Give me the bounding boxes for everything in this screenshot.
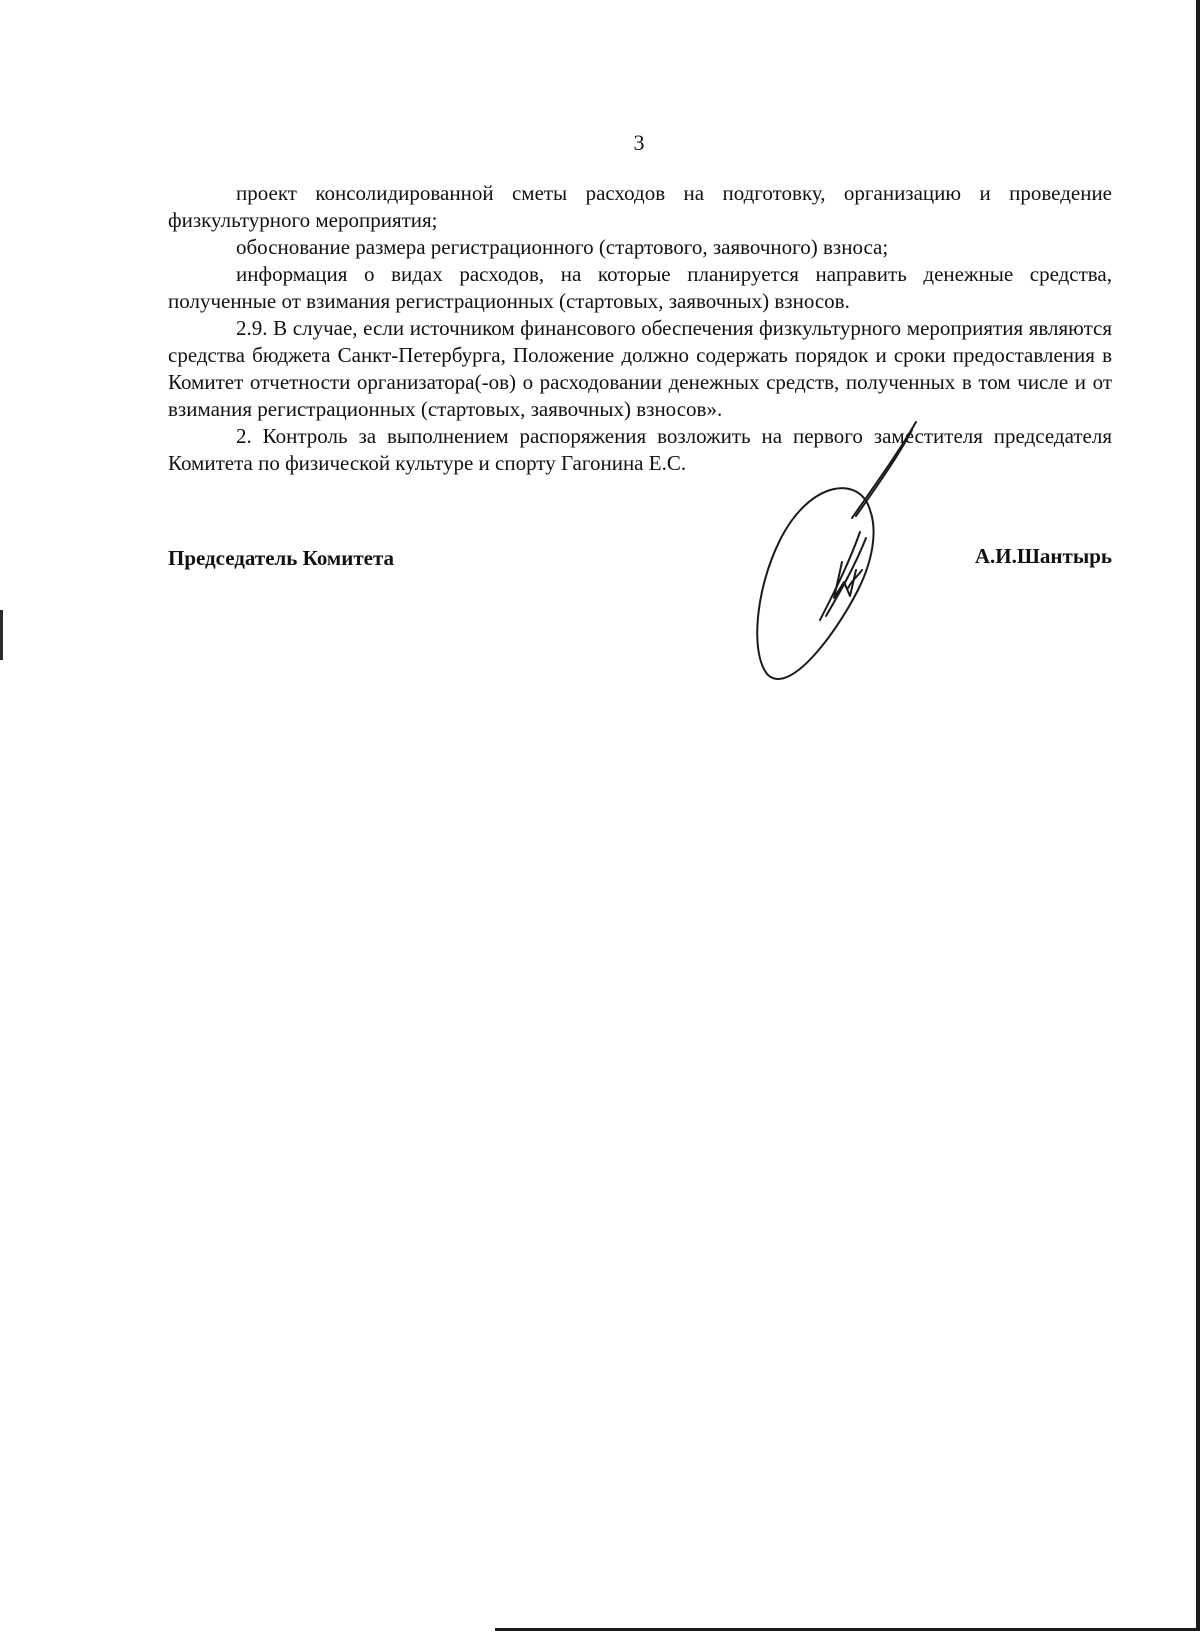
paragraph: информация о видах расходов, на которые планируется направить денежные средства, полученные от взимания регистрационных (стартовых, заявочных) взносов. (168, 262, 1112, 313)
handwritten-signature (740, 420, 940, 690)
paragraph: 2.9. В случае, если источником финансового обеспечения физкультурного мероприятия являются средства бюджета Санкт-Петербурга, Положение должно содержать порядок и сроки предоставления в Комитет отчетности организатора(-ов) о расходовании денежных средств, полученных в том числе и от взимания регистрационных (стартовых, заявочных) взносов». (168, 316, 1112, 421)
document-body (168, 180, 1112, 477)
signer-title: Председатель Комитета (168, 546, 395, 570)
paragraph: обоснование размера регистрационного (стартового, заявочного) взноса; (236, 235, 889, 259)
page-number: 3 (633, 130, 645, 155)
paragraph: проект консолидированной сметы расходов на подготовку, организацию и проведение физкультурного мероприятия; (168, 181, 1112, 232)
signer-name: А.И.Шантырь (974, 544, 1112, 568)
paragraph: 2. Контроль за выполнением распоряжения возложить на первого заместителя председателя Комитета по физической культуре и спорту Гагонина Е.С. (168, 424, 1112, 475)
signature-block (168, 546, 1112, 576)
scan-edge-right (1196, 0, 1200, 1631)
scan-edge-left-mark (0, 610, 3, 660)
